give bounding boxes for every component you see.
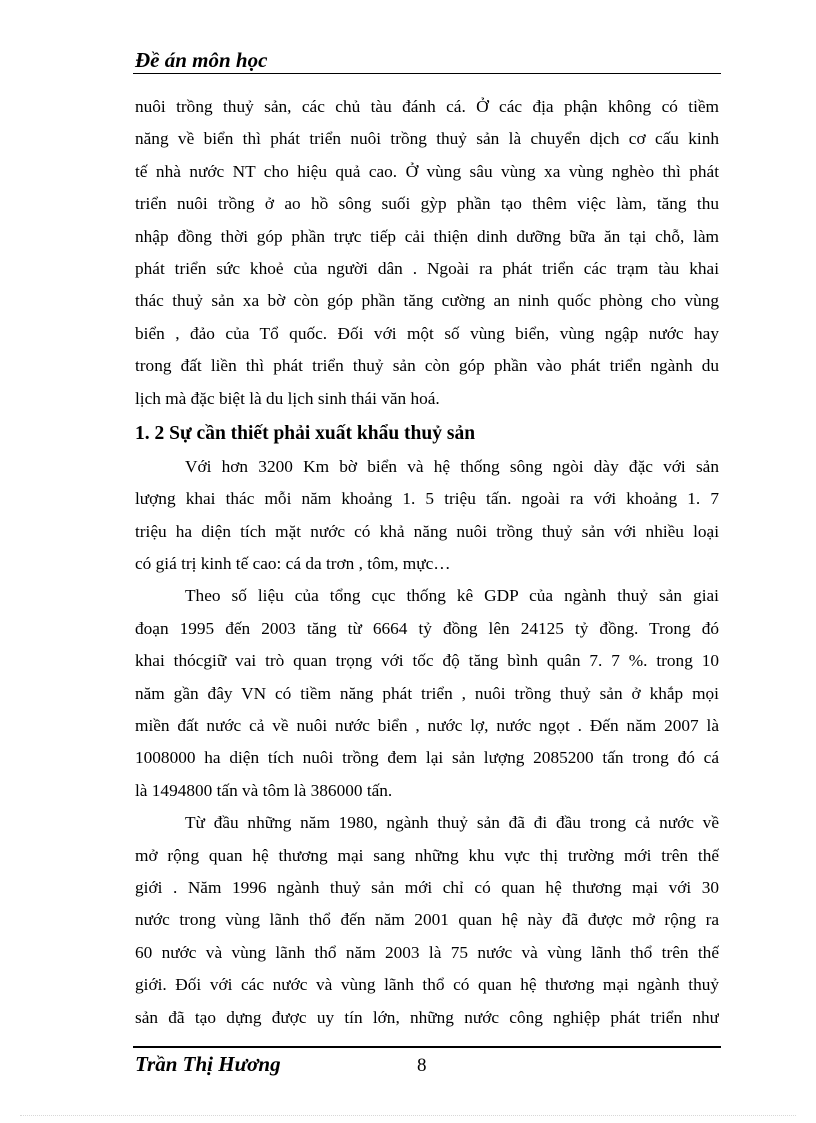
text-line: miền đất nước cả về nuôi nước biển , nước lợ, nước ngọt . Đến năm 2007 là xyxy=(135,716,719,736)
text-line: Từ đầu những năm 1980, ngành thuỷ sản đã đi đầu trong cả nước về xyxy=(185,813,719,833)
paragraph xyxy=(135,807,719,1034)
document-body xyxy=(135,91,719,1034)
text-line: thác thuỷ sản xa bờ còn góp phần tăng cường an ninh quốc phòng cho vùng xyxy=(135,291,719,311)
paragraph xyxy=(135,451,719,581)
text-line: 1008000 ha diện tích nuôi trồng đem lại sản lượng 2085200 tấn trong đó cá xyxy=(135,748,719,768)
text-line: trong đất liền thì phát triển thuỷ sản còn góp phần vào phát triển ngành du xyxy=(135,356,719,376)
footer-rule xyxy=(133,1046,721,1048)
text-line: triệu ha diện tích mặt nước có khả năng nuôi trồng thuỷ sản với nhiều loại xyxy=(135,521,719,541)
text-line: năm gần đây VN có tiềm năng phát triển , nuôi trồng thuỷ sản ở khắp mọi xyxy=(135,683,719,703)
text-line: nuôi trồng thuỷ sản, các chủ tàu đánh cá. Ở các địa phận không có tiềm xyxy=(135,97,719,116)
text-line: nhập đồng thời góp phần trực tiếp cải thiện dinh dưỡng bữa ăn tại chỗ, làm xyxy=(135,226,719,246)
page-header-title: Đề án môn học xyxy=(135,48,268,72)
text-line: nước trong vùng lãnh thổ đến năm 2001 quan hệ này đã được mở rộng ra xyxy=(135,910,719,930)
text-line: năng về biển thì phát triển nuôi trồng thuỷ sản là chuyển dịch cơ cấu kinh xyxy=(135,129,719,149)
text-line: Theo số liệu của tổng cục thống kê GDP của ngành thuỷ sản giai xyxy=(185,586,719,606)
text-line: khai thócgiữ vai trò quan trọng với tốc độ tăng bình quân 7. 7 %. trong 10 xyxy=(135,651,719,671)
text-line: triển nuôi trồng ở ao hồ sông suối gỳp phần tạo thêm việc làm, tăng thu xyxy=(135,194,719,214)
text-line: giới . Năm 1996 ngành thuỷ sản mới chỉ có quan hệ thương mại với 30 xyxy=(135,877,719,897)
text-line: lượng khai thác mỗi năm khoảng 1. 5 triệu tấn. ngoài ra với khoảng 1. 7 xyxy=(135,489,719,509)
text-line: lịch mà đặc biệt là du lịch sinh thái văn hoá. xyxy=(135,388,440,408)
text-line: Với hơn 3200 Km bờ biển và hệ thống sông ngòi dày đặc với sản xyxy=(185,456,719,476)
text-line: phát triển sức khoẻ của người dân . Ngoài ra phát triển các trạm tàu khai xyxy=(135,258,719,278)
text-line: là 1494800 tấn và tôm là 386000 tấn. xyxy=(135,780,393,800)
text-line: mở rộng quan hệ thương mại sang những khu vực thị trường mới trên thế xyxy=(135,845,719,865)
text-line: sản đã tạo dựng được uy tín lớn, những nước công nghiệp phát triển như xyxy=(135,1007,719,1027)
page-edge-divider xyxy=(20,1115,796,1116)
header-rule xyxy=(133,73,721,74)
text-line: có giá trị kinh tế cao: cá da trơn , tôm, mực… xyxy=(135,554,451,574)
section-heading: 1. 2 Sự cần thiết phải xuất khẩu thuỷ sản xyxy=(135,422,476,444)
paragraph xyxy=(135,91,719,415)
text-line: tế nhà nước NT cho hiệu quả cao. Ở vùng sâu vùng xa vùng nghèo thì phát xyxy=(135,161,719,181)
footer-author: Trần Thị Hương xyxy=(135,1052,281,1076)
text-line: 60 nước và vùng lãnh thổ năm 2003 là 75 nước và vùng lãnh thổ trên thế xyxy=(135,942,719,962)
paragraph xyxy=(135,580,719,807)
text-line: giới. Đối với các nước và vùng lãnh thổ có quan hệ thương mại ngành thuỷ xyxy=(135,975,719,995)
text-line: biển , đảo của Tổ quốc. Đối với một số vùng biển, vùng ngập nước hay xyxy=(135,323,719,343)
text-line: đoạn 1995 đến 2003 tăng từ 6664 tỷ đồng lên 24125 tỷ đồng. Trong đó xyxy=(135,618,719,638)
page-number: 8 xyxy=(417,1055,427,1076)
